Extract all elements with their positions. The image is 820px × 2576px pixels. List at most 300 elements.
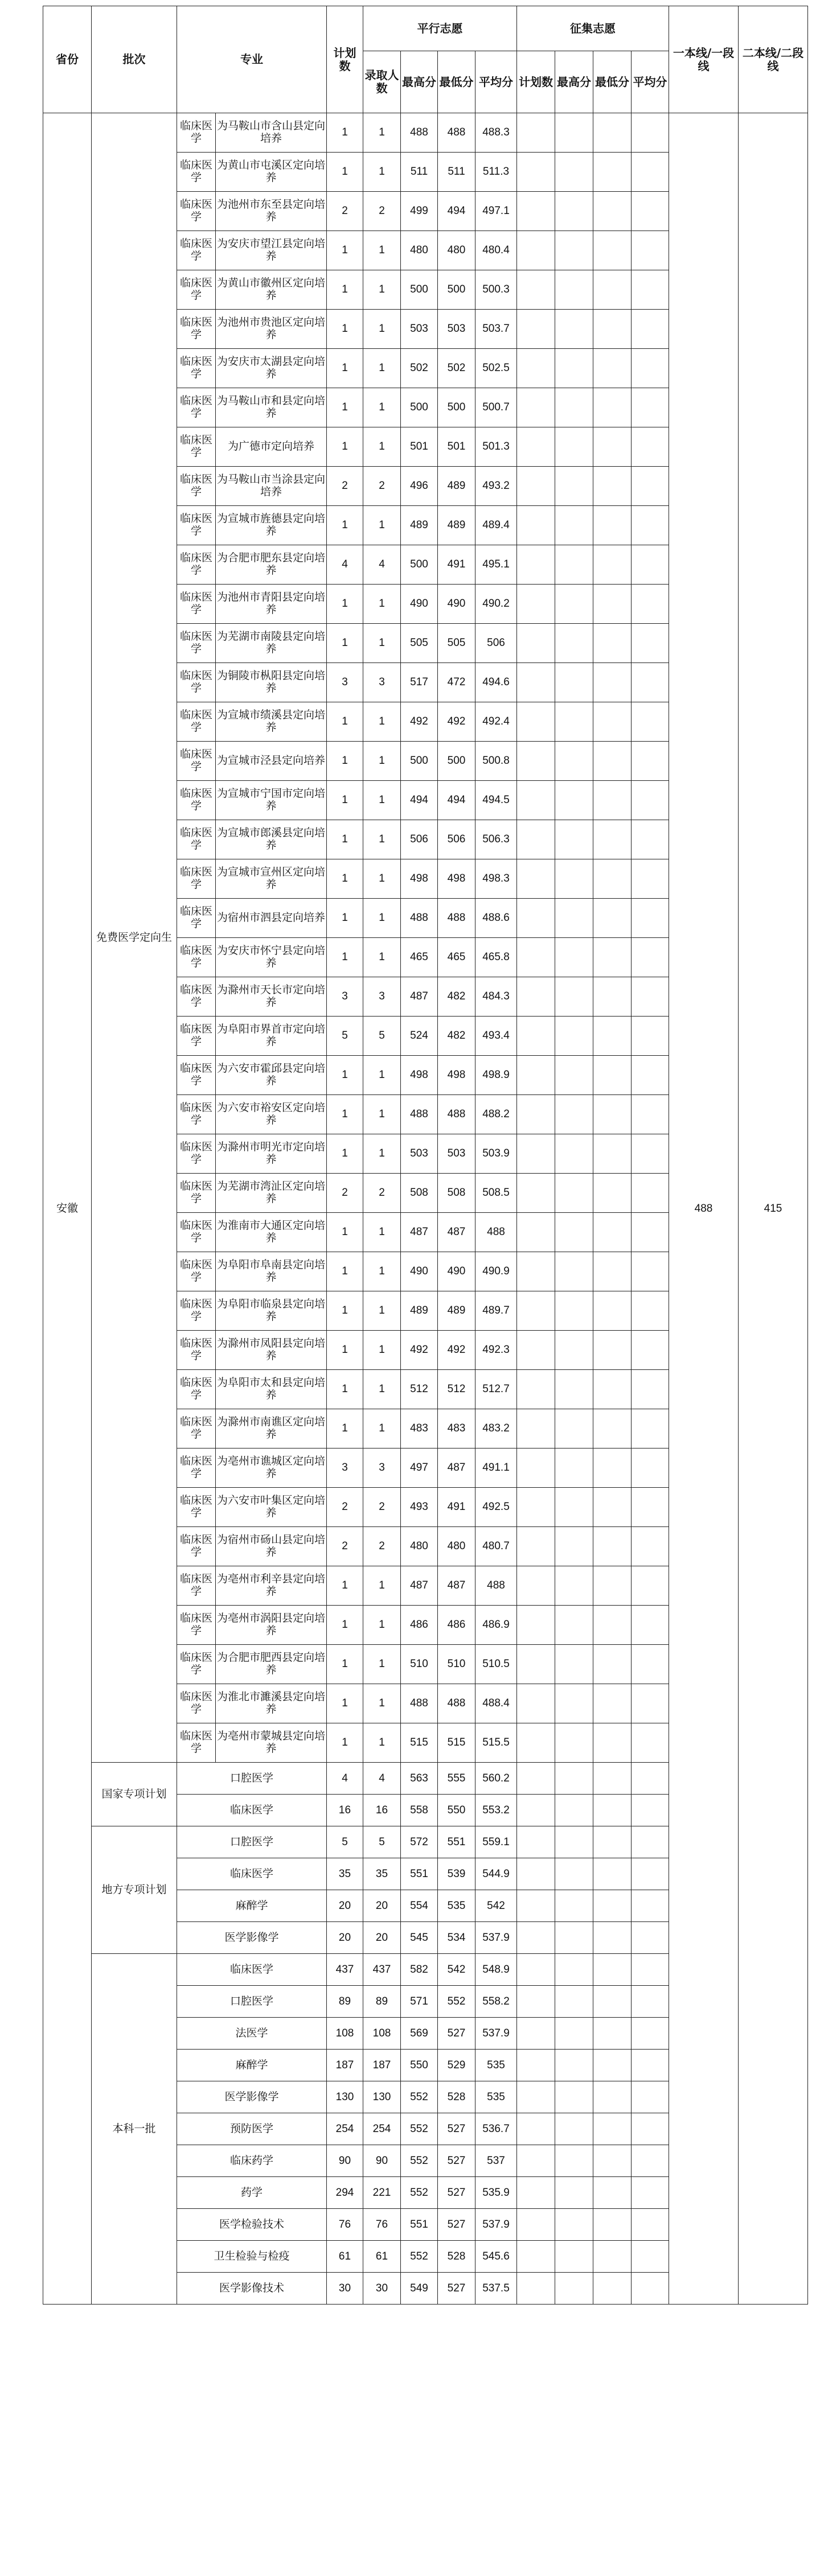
max-score-cell: 510 (401, 1645, 438, 1684)
solicit-avg-cell (632, 899, 669, 938)
plan-cell: 61 (327, 2241, 363, 2273)
solicit-min-cell (593, 663, 632, 702)
plan-cell: 3 (327, 1449, 363, 1488)
direction-cell: 为池州市青阳县定向培养 (216, 585, 327, 624)
max-score-cell: 492 (401, 702, 438, 742)
major-cell: 临床医学 (177, 349, 216, 388)
solicit-plan-cell (517, 1331, 555, 1370)
solicit-min-cell (593, 1684, 632, 1723)
solicit-max-cell (555, 388, 593, 427)
admitted-cell: 4 (363, 545, 401, 585)
major-cell: 临床医学 (177, 1954, 327, 1986)
avg-score-cell: 506.3 (475, 820, 517, 859)
solicit-plan-cell (517, 388, 555, 427)
major-cell: 临床医学 (177, 1017, 216, 1056)
admitted-cell: 1 (363, 310, 401, 349)
major-cell: 临床医学 (177, 1527, 216, 1566)
plan-cell: 1 (327, 938, 363, 977)
direction-cell: 为铜陵市枞阳县定向培养 (216, 663, 327, 702)
solicit-min-cell (593, 506, 632, 545)
min-score-cell: 534 (438, 1922, 475, 1954)
admitted-cell: 1 (363, 702, 401, 742)
major-cell: 临床医学 (177, 427, 216, 467)
major-cell: 临床医学 (177, 270, 216, 310)
solicit-plan-cell (517, 1566, 555, 1606)
solicit-min-cell (593, 899, 632, 938)
min-score-cell: 502 (438, 349, 475, 388)
major-cell: 麻醉学 (177, 1890, 327, 1922)
avg-score-cell: 497.1 (475, 192, 517, 231)
solicit-avg-cell (632, 1566, 669, 1606)
header-solicit: 征集志愿 (517, 6, 669, 51)
avg-score-cell: 500.7 (475, 388, 517, 427)
avg-score-cell: 498.9 (475, 1056, 517, 1095)
admitted-cell: 1 (363, 1213, 401, 1252)
max-score-cell: 512 (401, 1370, 438, 1409)
max-score-cell: 571 (401, 1986, 438, 2018)
admitted-cell: 1 (363, 742, 401, 781)
solicit-plan-cell (517, 1056, 555, 1095)
solicit-max-cell (555, 349, 593, 388)
min-score-cell: 527 (438, 2145, 475, 2177)
min-score-cell: 491 (438, 1488, 475, 1527)
solicit-avg-cell (632, 1331, 669, 1370)
min-score-cell: 498 (438, 859, 475, 899)
max-score-cell: 487 (401, 1213, 438, 1252)
avg-score-cell: 480.7 (475, 1527, 517, 1566)
solicit-max-cell (555, 2241, 593, 2273)
admitted-cell: 89 (363, 1986, 401, 2018)
admitted-cell: 30 (363, 2273, 401, 2305)
max-score-cell: 503 (401, 310, 438, 349)
direction-cell: 为滁州市南谯区定向培养 (216, 1409, 327, 1449)
major-cell: 临床医学 (177, 977, 216, 1017)
solicit-plan-cell (517, 1409, 555, 1449)
solicit-avg-cell (632, 1723, 669, 1763)
admitted-cell: 1 (363, 270, 401, 310)
table-row (43, 113, 808, 153)
max-score-cell: 500 (401, 545, 438, 585)
solicit-avg-cell (632, 781, 669, 820)
solicit-avg-cell (632, 1488, 669, 1527)
plan-cell: 1 (327, 231, 363, 270)
solicit-plan-cell (517, 2113, 555, 2145)
solicit-avg-cell (632, 2273, 669, 2305)
major-cell: 临床医学 (177, 859, 216, 899)
min-score-cell: 552 (438, 1986, 475, 2018)
solicit-max-cell (555, 153, 593, 192)
avg-score-cell: 488.3 (475, 113, 517, 153)
solicit-min-cell (593, 545, 632, 585)
solicit-avg-cell (632, 1370, 669, 1409)
plan-cell: 130 (327, 2081, 363, 2113)
avg-score-cell: 500.8 (475, 742, 517, 781)
admitted-cell: 1 (363, 1056, 401, 1095)
max-score-cell: 490 (401, 1252, 438, 1291)
admitted-cell: 1 (363, 427, 401, 467)
line1-value: 488 (669, 113, 739, 2305)
solicit-min-cell (593, 1331, 632, 1370)
min-score-cell: 488 (438, 899, 475, 938)
solicit-plan-cell (517, 1954, 555, 1986)
solicit-min-cell (593, 1858, 632, 1890)
plan-cell: 1 (327, 1645, 363, 1684)
admitted-cell: 1 (363, 506, 401, 545)
plan-cell: 1 (327, 585, 363, 624)
direction-cell: 为宣城市绩溪县定向培养 (216, 702, 327, 742)
solicit-avg-cell (632, 1056, 669, 1095)
admitted-cell: 221 (363, 2177, 401, 2209)
direction-cell: 为阜阳市临泉县定向培养 (216, 1291, 327, 1331)
direction-cell: 为宣城市宣州区定向培养 (216, 859, 327, 899)
major-cell: 临床医学 (177, 781, 216, 820)
solicit-min-cell (593, 349, 632, 388)
max-score-cell: 511 (401, 153, 438, 192)
direction-cell: 为宣城市旌德县定向培养 (216, 506, 327, 545)
min-score-cell: 527 (438, 2018, 475, 2050)
min-score-cell: 501 (438, 427, 475, 467)
batch-cell: 地方专项计划 (92, 1826, 177, 1954)
solicit-plan-cell (517, 1449, 555, 1488)
min-score-cell: 486 (438, 1606, 475, 1645)
solicit-plan-cell (517, 1527, 555, 1566)
solicit-max-cell (555, 702, 593, 742)
solicit-plan-cell (517, 231, 555, 270)
solicit-plan-cell (517, 427, 555, 467)
admitted-cell: 1 (363, 388, 401, 427)
direction-cell: 为合肥市肥西县定向培养 (216, 1645, 327, 1684)
solicit-min-cell (593, 1986, 632, 2018)
plan-cell: 5 (327, 1826, 363, 1858)
min-score-cell: 491 (438, 545, 475, 585)
solicit-plan-cell (517, 1213, 555, 1252)
min-score-cell: 503 (438, 1134, 475, 1174)
solicit-avg-cell (632, 1890, 669, 1922)
min-score-cell: 550 (438, 1795, 475, 1826)
max-score-cell: 508 (401, 1174, 438, 1213)
solicit-max-cell (555, 1213, 593, 1252)
solicit-max-cell (555, 1795, 593, 1826)
admitted-cell: 5 (363, 1017, 401, 1056)
solicit-min-cell (593, 1606, 632, 1645)
solicit-plan-cell (517, 977, 555, 1017)
solicit-avg-cell (632, 1986, 669, 2018)
solicit-avg-cell (632, 113, 669, 153)
solicit-min-cell (593, 2081, 632, 2113)
plan-cell: 254 (327, 2113, 363, 2145)
major-cell: 口腔医学 (177, 1826, 327, 1858)
admitted-cell: 90 (363, 2145, 401, 2177)
min-score-cell: 527 (438, 2273, 475, 2305)
solicit-max-cell (555, 1488, 593, 1527)
max-score-cell: 498 (401, 1056, 438, 1095)
solicit-avg-cell (632, 1763, 669, 1795)
solicit-plan-cell (517, 2273, 555, 2305)
admitted-cell: 1 (363, 153, 401, 192)
solicit-plan-cell (517, 702, 555, 742)
plan-cell: 1 (327, 506, 363, 545)
max-score-cell: 498 (401, 859, 438, 899)
plan-cell: 20 (327, 1890, 363, 1922)
solicit-max-cell (555, 781, 593, 820)
solicit-min-cell (593, 231, 632, 270)
header-parallel-min: 最低分 (438, 51, 475, 113)
solicit-plan-cell (517, 2018, 555, 2050)
line2-value: 415 (739, 113, 808, 2305)
min-score-cell: 555 (438, 1763, 475, 1795)
admitted-cell: 1 (363, 1291, 401, 1331)
direction-cell: 为安庆市怀宁县定向培养 (216, 938, 327, 977)
major-cell: 临床医学 (177, 1056, 216, 1095)
solicit-plan-cell (517, 153, 555, 192)
solicit-max-cell (555, 859, 593, 899)
solicit-min-cell (593, 585, 632, 624)
major-cell: 临床医学 (177, 231, 216, 270)
solicit-plan-cell (517, 467, 555, 506)
solicit-plan-cell (517, 2177, 555, 2209)
direction-cell: 为芜湖市湾沚区定向培养 (216, 1174, 327, 1213)
solicit-plan-cell (517, 2145, 555, 2177)
major-cell: 临床医学 (177, 1645, 216, 1684)
solicit-min-cell (593, 1645, 632, 1684)
plan-cell: 1 (327, 1606, 363, 1645)
plan-cell: 1 (327, 1370, 363, 1409)
direction-cell: 为宣城市郎溪县定向培养 (216, 820, 327, 859)
solicit-plan-cell (517, 1723, 555, 1763)
major-cell: 临床医学 (177, 1409, 216, 1449)
plan-cell: 1 (327, 388, 363, 427)
avg-score-cell: 506 (475, 624, 517, 663)
admitted-cell: 16 (363, 1795, 401, 1826)
max-score-cell: 549 (401, 2273, 438, 2305)
avg-score-cell: 501.3 (475, 427, 517, 467)
admitted-cell: 1 (363, 1095, 401, 1134)
solicit-plan-cell (517, 820, 555, 859)
solicit-max-cell (555, 820, 593, 859)
solicit-avg-cell (632, 1684, 669, 1723)
plan-cell: 1 (327, 270, 363, 310)
solicit-max-cell (555, 742, 593, 781)
solicit-min-cell (593, 820, 632, 859)
solicit-plan-cell (517, 624, 555, 663)
solicit-min-cell (593, 1488, 632, 1527)
major-cell: 临床医学 (177, 1095, 216, 1134)
admitted-cell: 1 (363, 1645, 401, 1684)
solicit-max-cell (555, 1986, 593, 2018)
solicit-avg-cell (632, 1174, 669, 1213)
avg-score-cell: 515.5 (475, 1723, 517, 1763)
avg-score-cell: 491.1 (475, 1449, 517, 1488)
plan-cell: 1 (327, 781, 363, 820)
solicit-min-cell (593, 1409, 632, 1449)
admitted-cell: 1 (363, 349, 401, 388)
max-score-cell: 488 (401, 113, 438, 153)
max-score-cell: 489 (401, 506, 438, 545)
solicit-max-cell (555, 977, 593, 1017)
max-score-cell: 480 (401, 231, 438, 270)
avg-score-cell: 465.8 (475, 938, 517, 977)
solicit-max-cell (555, 1566, 593, 1606)
direction-cell: 为马鞍山市和县定向培养 (216, 388, 327, 427)
solicit-plan-cell (517, 192, 555, 231)
plan-cell: 1 (327, 1409, 363, 1449)
admitted-cell: 3 (363, 977, 401, 1017)
avg-score-cell: 537.9 (475, 2018, 517, 2050)
max-score-cell: 500 (401, 270, 438, 310)
major-cell: 临床医学 (177, 663, 216, 702)
solicit-min-cell (593, 1723, 632, 1763)
direction-cell: 为宿州市砀山县定向培养 (216, 1527, 327, 1566)
batch-cell: 本科一批 (92, 1954, 177, 2305)
solicit-avg-cell (632, 702, 669, 742)
direction-cell: 为阜阳市太和县定向培养 (216, 1370, 327, 1409)
solicit-min-cell (593, 1922, 632, 1954)
min-score-cell: 494 (438, 781, 475, 820)
solicit-avg-cell (632, 1645, 669, 1684)
solicit-max-cell (555, 113, 593, 153)
avg-score-cell: 484.3 (475, 977, 517, 1017)
plan-cell: 1 (327, 1684, 363, 1723)
max-score-cell: 506 (401, 820, 438, 859)
header-parallel-admitted: 录取人数 (363, 51, 401, 113)
solicit-avg-cell (632, 2081, 669, 2113)
solicit-plan-cell (517, 113, 555, 153)
solicit-min-cell (593, 1252, 632, 1291)
solicit-min-cell (593, 1566, 632, 1606)
solicit-max-cell (555, 2145, 593, 2177)
min-score-cell: 488 (438, 113, 475, 153)
solicit-max-cell (555, 1370, 593, 1409)
min-score-cell: 510 (438, 1645, 475, 1684)
admitted-cell: 1 (363, 1409, 401, 1449)
avg-score-cell: 498.3 (475, 859, 517, 899)
direction-cell: 为广德市定向培养 (216, 427, 327, 467)
plan-cell: 5 (327, 1017, 363, 1056)
max-score-cell: 480 (401, 1527, 438, 1566)
max-score-cell: 552 (401, 2241, 438, 2273)
solicit-max-cell (555, 2018, 593, 2050)
min-score-cell: 489 (438, 1291, 475, 1331)
solicit-avg-cell (632, 1826, 669, 1858)
direction-cell: 为宣城市宁国市定向培养 (216, 781, 327, 820)
min-score-cell: 482 (438, 977, 475, 1017)
solicit-max-cell (555, 545, 593, 585)
avg-score-cell: 493.4 (475, 1017, 517, 1056)
admitted-cell: 20 (363, 1890, 401, 1922)
solicit-min-cell (593, 2050, 632, 2081)
direction-cell: 为宿州市泗县定向培养 (216, 899, 327, 938)
min-score-cell: 488 (438, 1684, 475, 1723)
plan-cell: 30 (327, 2273, 363, 2305)
solicit-max-cell (555, 2113, 593, 2145)
major-cell: 临床医学 (177, 1566, 216, 1606)
max-score-cell: 517 (401, 663, 438, 702)
admitted-cell: 2 (363, 192, 401, 231)
direction-cell: 为安庆市太湖县定向培养 (216, 349, 327, 388)
solicit-min-cell (593, 977, 632, 1017)
header-major: 专业 (177, 6, 327, 113)
min-score-cell: 500 (438, 742, 475, 781)
min-score-cell: 528 (438, 2081, 475, 2113)
header-parallel-max: 最高分 (401, 51, 438, 113)
solicit-plan-cell (517, 2209, 555, 2241)
admitted-cell: 1 (363, 1370, 401, 1409)
solicit-avg-cell (632, 742, 669, 781)
avg-score-cell: 535 (475, 2050, 517, 2081)
solicit-plan-cell (517, 1606, 555, 1645)
min-score-cell: 500 (438, 270, 475, 310)
solicit-plan-cell (517, 349, 555, 388)
solicit-max-cell (555, 1890, 593, 1922)
solicit-max-cell (555, 1684, 593, 1723)
solicit-max-cell (555, 1826, 593, 1858)
avg-score-cell: 486.9 (475, 1606, 517, 1645)
solicit-max-cell (555, 2081, 593, 2113)
solicit-plan-cell (517, 545, 555, 585)
solicit-max-cell (555, 1095, 593, 1134)
solicit-avg-cell (632, 859, 669, 899)
major-cell: 临床医学 (177, 820, 216, 859)
admitted-cell: 76 (363, 2209, 401, 2241)
min-score-cell: 494 (438, 192, 475, 231)
solicit-avg-cell (632, 2209, 669, 2241)
solicit-avg-cell (632, 1213, 669, 1252)
solicit-plan-cell (517, 270, 555, 310)
max-score-cell: 497 (401, 1449, 438, 1488)
max-score-cell: 572 (401, 1826, 438, 1858)
direction-cell: 为亳州市利辛县定向培养 (216, 1566, 327, 1606)
solicit-min-cell (593, 1826, 632, 1858)
solicit-avg-cell (632, 1954, 669, 1986)
solicit-avg-cell (632, 1858, 669, 1890)
max-score-cell: 500 (401, 742, 438, 781)
max-score-cell: 483 (401, 1409, 438, 1449)
solicit-min-cell (593, 2209, 632, 2241)
avg-score-cell: 494.5 (475, 781, 517, 820)
direction-cell: 为亳州市谯城区定向培养 (216, 1449, 327, 1488)
solicit-plan-cell (517, 1795, 555, 1826)
major-cell: 临床医学 (177, 310, 216, 349)
plan-cell: 294 (327, 2177, 363, 2209)
solicit-min-cell (593, 2145, 632, 2177)
major-cell: 临床医学 (177, 899, 216, 938)
solicit-plan-cell (517, 1017, 555, 1056)
avg-score-cell: 502.5 (475, 349, 517, 388)
major-cell: 临床医学 (177, 506, 216, 545)
solicit-min-cell (593, 2018, 632, 2050)
max-score-cell: 494 (401, 781, 438, 820)
solicit-min-cell (593, 2273, 632, 2305)
solicit-avg-cell (632, 349, 669, 388)
major-cell: 临床医学 (177, 1795, 327, 1826)
solicit-min-cell (593, 1527, 632, 1566)
solicit-max-cell (555, 231, 593, 270)
direction-cell: 为宣城市泾县定向培养 (216, 742, 327, 781)
major-cell: 临床医学 (177, 742, 216, 781)
avg-score-cell: 503.7 (475, 310, 517, 349)
solicit-avg-cell (632, 310, 669, 349)
major-cell: 临床医学 (177, 388, 216, 427)
header-solicit-max: 最高分 (555, 51, 593, 113)
max-score-cell: 551 (401, 2209, 438, 2241)
solicit-plan-cell (517, 899, 555, 938)
major-cell: 法医学 (177, 2018, 327, 2050)
solicit-min-cell (593, 113, 632, 153)
max-score-cell: 493 (401, 1488, 438, 1527)
plan-cell: 1 (327, 702, 363, 742)
max-score-cell: 489 (401, 1291, 438, 1331)
plan-cell: 1 (327, 859, 363, 899)
